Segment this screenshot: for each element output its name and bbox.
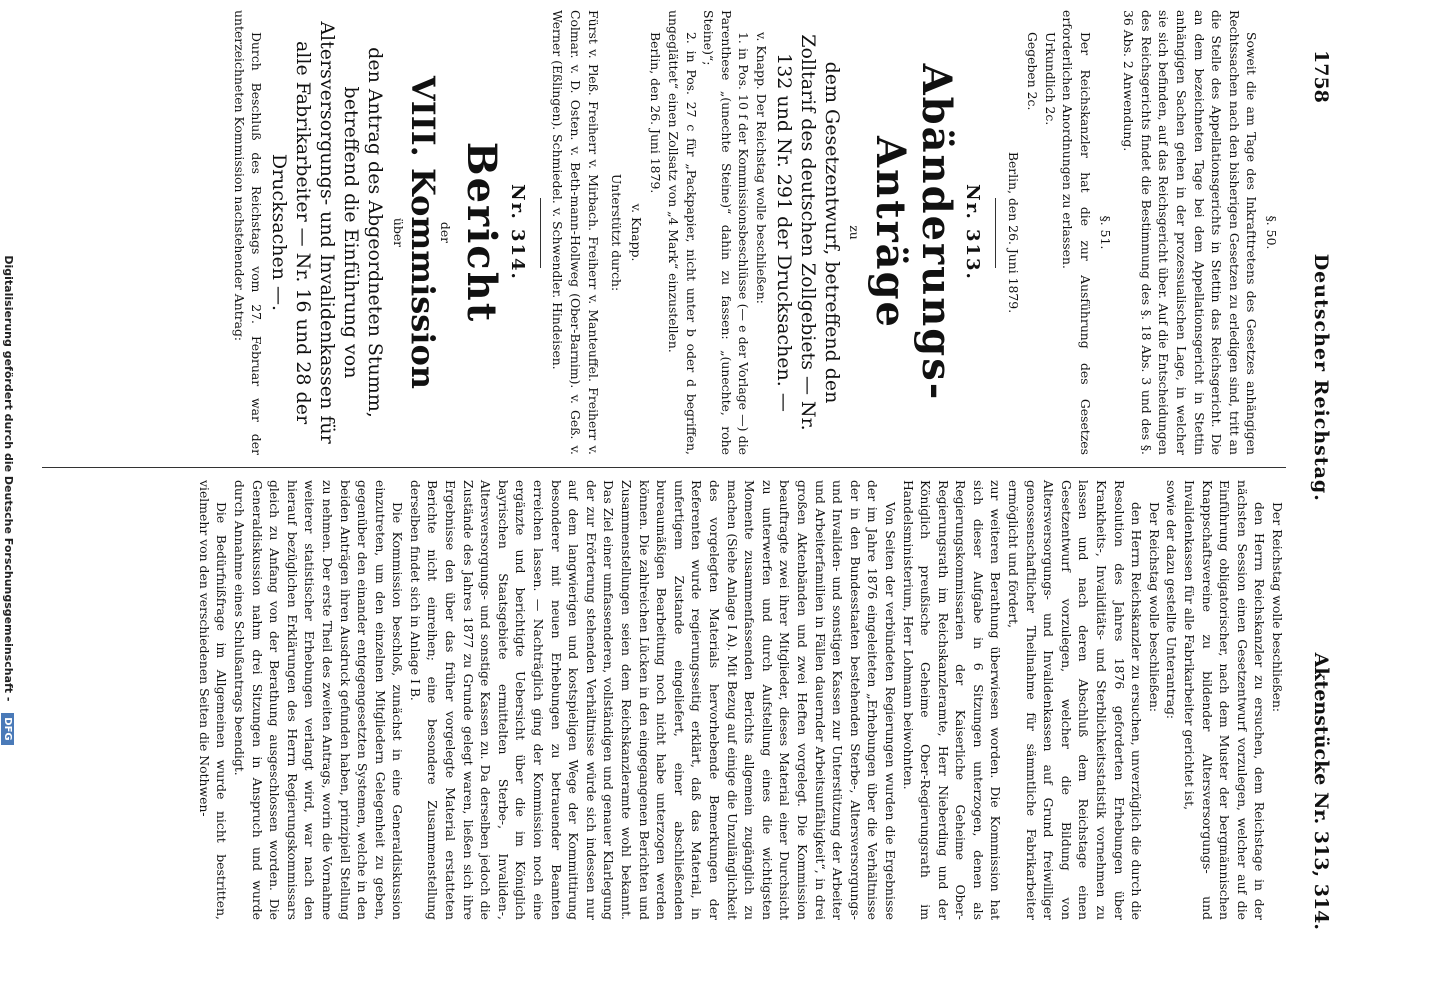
- antraege-title: Abänderungs-Anträge: [867, 63, 961, 402]
- digitization-credit: [2, 0, 16, 1000]
- left-column: [32, 10, 1286, 455]
- paragraph-1: Der Reichstag wolle beschließen:: [1270, 502, 1285, 713]
- paragraph-7: Von Seiten der verbündeten Regierungen wurden die Ergebnisse der im Jahre 1876 eingeleiteten „Erhebungen über die Verhältnisse der in den Bundesstaaten bestehenden Sterbe-, Altersversorgungs- und Invaliden- und sonstigen Kassen zur Unterstützung der Arbeiter und Arbeiterfamilien in Fällen dauernder Arbeitsunfähigkeit“, in drei großen Aktenbänden und zwei Heften vorgelegt. Die Kommission beauftragte zwei ihrer Mitglieder, dieses Material einer Durchsicht zu unterwerfen und durch Aufstellung eines die wichtigsten Momente zusammenfassenden Berichts allgemein zugänglich zu machen (Siehe Anlage I A). Mit Bezug auf einige die Unzulänglichkeit des vorgelegten Materials hervorhebende Bemerkungen der Referenten wurde regierungsseitig erklärt, daß das Material, in unfertigem Zustande eingeliefert, einer abschließenden bureaumäßigen Bearbeitung noch nicht habe unterzogen werden können. Die zahlreichen Lücken in den eingegangenen Berichten und Zusammenstellungen seien dem Reichskanzleramte wohl bekannt. Das Ziel einer umfassenderen, vollständigen und genauer Klarlegung der zur Erörterung stehenden Verhältnisse würde sich indessen nur auf dem langwierigen und kostspieligen Wege der Kommittirung besonderer mit neuen Erhebungen zu betrauender Beamten erreichen lassen. — Nachträglich ging der Kommission noch eine ergänzte und berichtigte Uebersicht über die im Königlich bayrischen Staatsgebiete ermittelten Sterbe-, Invaliden-, Altersversorgungs- und sonstige Kassen zu. Da derselben jedoch die Zustände des Jahres 1877 zu Grunde gelegt waren, ließen sich ihre Ergebnisse den über das früher vorgelegte Material erstatteten Berichte nicht einreihen; eine besondere Zusammenstellung derselben findet sich in Anlage I B.: [407, 480, 898, 920]
- motion-item-1: 1. in Pos. 10 f der Kommissionsbeschlüsse (— e der Vorlage —) die Parenthese „(unechte Steine)“ dahin zu fassen: „(unechte, rohe Steine)“;: [701, 10, 752, 455]
- urkundlich-line: Urkundlich 2c.: [1042, 32, 1058, 126]
- document-number-313: Nr. 313.: [962, 184, 984, 281]
- dfg-logo: DFG: [2, 713, 15, 744]
- separator-rule: [995, 198, 996, 268]
- paragraph-8: Die Kommission beschloß, zunächst in eine Generaldiskussion einzutreten, um den einzelnen Mitgliedern Gelegenheit zu geben, gegenüber den einander entgegengesetzten Systemen, welche in den beiden Anträgen ihren Ausdruck gefunden haben, prinzipiell Stellung zu nehmen. Der erste Theil des zweiten Antrags, worin die Vornahme weiterer statistischer Erhebungen verlangt wird, war nach den hierauf bezüglichen Erklärungen des Herrn Regierungskommissars gleich zu Anfang von der Berathung ausgeschlossen worden. Die Generaldiskussion nahm drei Sitzungen in Anspruch und wurde durch Annahme eines Schlußantrags beendigt.: [231, 480, 406, 920]
- section-51-text: Der Reichskanzler hat die zur Ausführung des Gesetzes erforderlichen Anordnungen zu erlassen.: [1060, 10, 1094, 455]
- paragraph-9: Die Bedürfnißfrage im Allgemeinen wurde nicht bestritten, vielmehr von den verschiedenen Seiten die Nothwen-: [196, 480, 230, 920]
- credit-text: Digitalisierung gefördert durch die Deutsche Forschungsgemeinschaft -: [2, 255, 15, 702]
- motion-item-2: 2. in Pos. 27 c für „Packpapier, nicht unter b oder d begriffen, ungeglättet“ einen Zollsatz von „4 Mark“ einzustellen.: [665, 10, 699, 455]
- section-51-heading: §. 51.: [1097, 215, 1113, 250]
- zu-line: zu: [847, 225, 863, 240]
- paragraph-3: sowie der dazu gestellte Unterantrag:: [1164, 480, 1180, 720]
- document-number-314: Nr. 314.: [506, 184, 528, 281]
- knapp-intro: v. Knapp. Der Reichstag wolle beschließen:: [753, 32, 769, 304]
- kommission-title: VIII. Kommission: [403, 75, 442, 390]
- date-line: Berlin, den 26. Juni 1879.: [1005, 151, 1021, 314]
- journal-title: Deutscher Reichstag.: [1310, 253, 1332, 502]
- antraege-subtitle: dem Gesetzentwurf, betreffend den Zolltarif des deutschen Zollgebiets — Nr. 132 und Nr. 291 der Drucksachen. —: [772, 34, 843, 431]
- section-50-heading: §. 50.: [1264, 215, 1279, 250]
- separator-rule-2: [540, 198, 541, 268]
- knapp-signature: v. Knapp.: [628, 203, 644, 262]
- document-page: [32, 10, 1332, 930]
- paragraph-4: Der Reichstag wolle beschließen:: [1146, 502, 1162, 713]
- supported-by: Unterstützt durch:: [609, 173, 625, 292]
- column-divider: [42, 467, 1286, 468]
- paragraph-6: zur weiteren Berathung überwiesen worden. Die Kommission hat sich dieser Aufgabe in 6 Sitzungen unterzogen, denen als Regierungskommissarien der Kaiserliche Geheime Ober-Regierungsrath im Reichskanzleramte, Herr Nieberding und der Königlich preußische Geheime Ober-Regierungsrath im Handelsministerium, Herr Lohmann beiwohnten.: [900, 480, 1004, 920]
- page-number: 1758: [1310, 50, 1332, 103]
- document-numbers: Aktenstücke Nr. 313, 314.: [1310, 652, 1332, 930]
- right-column: [32, 480, 1286, 920]
- section-50-text: Soweit die am Tage des Inkrafttretens des Gesetzes anhängigen Rechtssachen nach den bisherigen Gesetzen zu erledigen sind, tritt an die Stelle des Appellationsgerichts in Stettin das Reichsgericht. Die an dem bezeichneten Tage bei dem Appellationsgericht in Stettin anhängigen Sachen gehen in der prozessualischen Lage, in welcher sie sich befinden, auf das Reichsgericht über. Auf die Entscheidungen des Reichsgerichts findet die Bestimmung des §. 18 Abs. 3 und des §. 36 Abs. 2 Anwendung.: [1121, 10, 1260, 455]
- bericht-subtitle: den Antrag des Abgeordneten Stumm, betreffend die Einführung von Altersversorgungs- und Invalidenkassen für alle Fabrikarbeiter — Nr. 16 und 28 der Drucksachen —.: [268, 21, 387, 444]
- closing-paragraph: Durch Beschluß des Reichstags vom 27. Februar war der unterzeichneten Kommission nachstehender Antrag:: [231, 10, 265, 455]
- running-head: [1298, 50, 1332, 930]
- signers-list: Fürst v. Pleß. Freiherr v. Mirbach. Freiherr v. Manteuffel. Freiherr v. Colmar. v. D. Osten. v. Beth-mann-Hollweg (Ober-Barnim). v. Geß. v. Werner (Eßlingen). Schmiedel. v. Schwendler. Hindeisen.: [550, 10, 601, 455]
- ueber-line: über: [391, 217, 406, 248]
- paragraph-5: den Herrn Reichskanzler zu ersuchen, unverzüglich die durch die Resolution des Jahres 1876 geforderten Erhebungen über Krankheits-, Invaliditäts- und Sterblichkeitsstatistik vornehmen zu lassen und nach deren Abschluß dem Reichstage einen Gesetzentwurf vorzulegen, welcher die Bildung von Altersversorgungs- und Invalidenkassen auf Grund freiwilliger genossenschaftlicher Theilnahme für sämmtliche Fabrikarbeiter ermöglicht und fördert,: [1006, 480, 1145, 920]
- der-line: der: [438, 221, 454, 244]
- date-line-2: Berlin, den 26. Juni 1879.: [648, 32, 664, 194]
- paragraph-2: den Herrn Reichskanzler zu ersuchen, dem Reichstage in der nächsten Session einen Gesetzentwurf vorzulegen, welcher auf die Einführung obligatorischer, nach dem Muster der bergmännischen Knappschaftsvereine zu bildender Altersversorgungs- und Invalidenkassen für alle Fabrikarbeiter gerichtet ist,: [1182, 480, 1268, 920]
- gegeben-line: Gegeben 2c.: [1025, 32, 1041, 111]
- bericht-title: Bericht: [458, 141, 506, 324]
